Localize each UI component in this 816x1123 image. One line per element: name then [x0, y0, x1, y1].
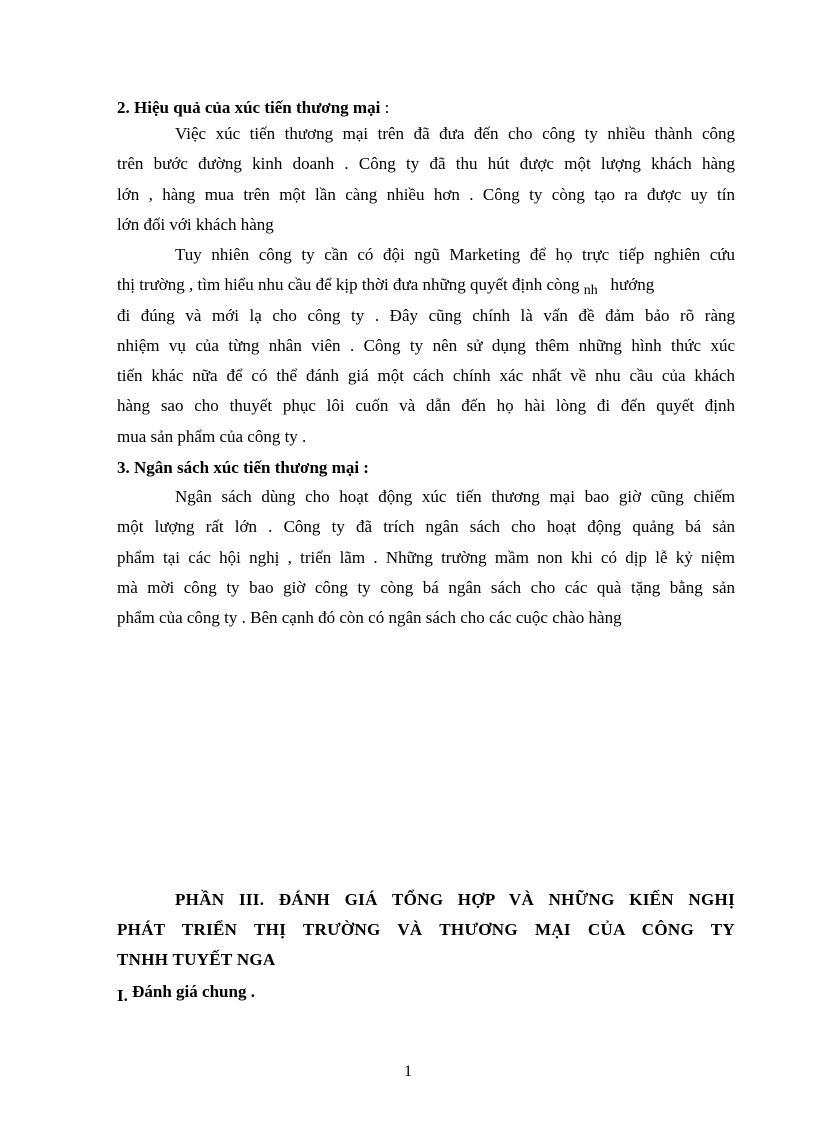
section-2-colon: :: [380, 98, 390, 117]
subscript-text: nh: [583, 283, 598, 299]
paragraph-line: trên bước đường kinh doanh . Công ty đã thu hút được một lượng khách hàng: [117, 154, 735, 174]
paragraph-line: mua sản phẩm của công ty .: [117, 426, 307, 446]
paragraph-line: phẩm tại các hội nghị , triển lãm . Những trường mầm non khi có dịp lễ kỷ niệm: [117, 547, 735, 567]
paragraph-line: Tuy nhiên công ty cần có đội ngũ Marketing để họ trực tiếp nghiên cứu: [175, 245, 735, 264]
section-2-heading: [117, 98, 735, 118]
paragraph-line: tiến khác nữa để có thể đánh giá một cách chính xác nhất về nhu cầu của khách: [117, 366, 735, 386]
paragraph-line: một lượng rất lớn . Công ty đã trích ngân sách cho hoạt động quảng bá sản: [117, 517, 735, 537]
paragraph-line: hàng sao cho thuyết phục lôi cuốn và dẫn đến họ hài lòng đi đến quyết định: [117, 396, 735, 416]
paragraph-line: nhiệm vụ của từng nhân viên . Công ty nên sử dụng thêm những hình thức xúc: [117, 335, 735, 355]
line-text: thị trường , tìm hiểu nhu cầu để kịp thời đưa những quyết định còng: [117, 275, 580, 295]
section-3-heading: 3. Ngân sách xúc tiến thương mại :: [117, 458, 369, 477]
line-text: hướng: [610, 275, 655, 295]
section-3-paragraph-1: [117, 482, 735, 633]
section-2-paragraph-2: [117, 240, 735, 452]
paragraph-line: phẩm của công ty . Bên cạnh đó còn có ngân sách cho các cuộc chào hàng: [117, 608, 622, 628]
part-heading-line: PHÁT TRIỂN THỊ TRƯỜNG VÀ THƯƠNG MẠI CỦA CÔNG TY: [117, 920, 735, 939]
paragraph-line: [117, 270, 735, 300]
paragraph-line: Việc xúc tiến thương mại trên đã đưa đến cho công ty nhiều thành công: [175, 124, 735, 143]
subsection-number: I.: [117, 986, 128, 1005]
section-2-title: 2. Hiệu quả của xúc tiến thương mại: [117, 98, 381, 117]
page-number: 1: [404, 1063, 412, 1080]
part-heading-line: TNHH TUYẾT NGA: [117, 950, 276, 969]
subsection-title: Đánh giá chung .: [127, 982, 255, 1001]
subsection-heading: [117, 982, 735, 1005]
paragraph-line: mà mời công ty bao giờ công ty còng bá ngân sách cho các quà tặng bằng sản: [117, 577, 735, 597]
part-3-heading: [117, 885, 735, 975]
part-heading-line: PHẦN III. ĐÁNH GIÁ TỔNG HỢP VÀ NHỮNG KIẾN NGHỊ: [175, 890, 735, 909]
paragraph-line: lớn đối với khách hàng: [117, 214, 274, 234]
paragraph-line: lớn , hàng mua trên một lần càng nhiều hơn . Công ty còng tạo ra được uy tín: [117, 184, 735, 204]
section-2-paragraph-1: [117, 119, 735, 240]
paragraph-line: đi đúng và mới lạ cho công ty . Đây cũng chính là vấn đề đảm bảo rõ ràng: [117, 305, 735, 325]
paragraph-line: Ngân sách dùng cho hoạt động xúc tiến thương mại bao giờ cũng chiếm: [175, 487, 735, 506]
